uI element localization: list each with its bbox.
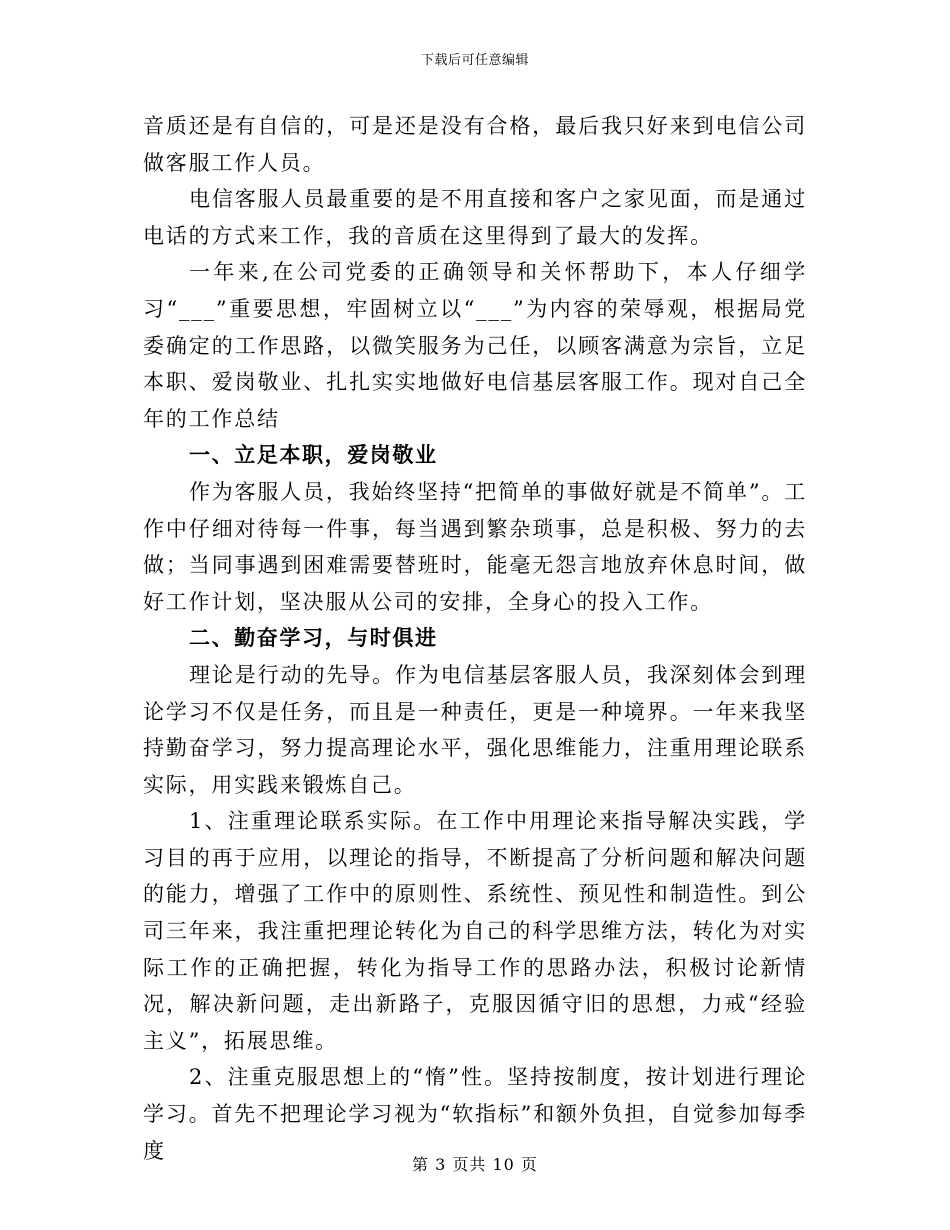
section-heading-1: 一、立足本职，爱岗敬业 bbox=[189, 443, 438, 468]
paragraph-1: 音质还是有自信的，可是还是没有合格，最后我只好来到电信公司做客服工作人员。 bbox=[143, 114, 807, 175]
document-body bbox=[143, 108, 807, 1169]
paragraph-3: 一年来,在公司党委的正确领导和关怀帮助下，本人仔细学习“___”重要思想，牢固树立以“___”为内容的荣辱观，根据局党委确定的工作思路，以微笑服务为己任，以顾客满意为宗旨，立足本职、爱岗敬业、扎扎实实地做好电信基层客服工作。现对自己全年的工作总结 bbox=[143, 260, 807, 431]
paragraph-7: 2、注重克服思想上的“惰”性。坚持按制度，按计划进行理论学习。首先不把理论学习视为“软指标”和额外负担，自觉参加每季度 bbox=[143, 1065, 807, 1163]
section-heading-2: 二、勤奋学习，与时俱进 bbox=[189, 626, 438, 651]
page-header: 下载后可任意编辑 bbox=[420, 53, 529, 68]
paragraph-6: 1、注重理论联系实际。在工作中用理论来指导解决实践，学习目的再于应用，以理论的指导，不断提高了分析问题和解决问题的能力，增强了工作中的原则性、系统性、预见性和制造性。到公司三年来，我注重把理论转化为自己的科学思维方法，转化为对实际工作的正确把握，转化为指导工作的思路办法，积极讨论新情况，解决新问题，走出新路子，克服因循守旧的思想，力戒“经验主义”，拓展思维。 bbox=[143, 809, 807, 1053]
paragraph-2: 电信客服人员最重要的是不用直接和客户之家见面，而是通过电话的方式来工作，我的音质在这里得到了最大的发挥。 bbox=[143, 187, 807, 248]
page-footer: 第 3 页共 10 页 bbox=[412, 1155, 538, 1174]
paragraph-5: 理论是行动的先导。作为电信基层客服人员，我深刻体会到理论学习不仅是任务，而且是一种责任，更是一种境界。一年来我坚持勤奋学习，努力提高理论水平，强化思维能力，注重用理论联系实际，用实践来锻炼自己。 bbox=[143, 662, 807, 797]
paragraph-4: 作为客服人员，我始终坚持“把简单的事做好就是不简单”。工作中仔细对待每一件事，每当遇到繁杂琐事，总是积极、努力的去做；当同事遇到困难需要替班时，能毫无怨言地放弃休息时间，做好工作计划，坚决服从公司的安排，全身心的投入工作。 bbox=[143, 479, 807, 614]
